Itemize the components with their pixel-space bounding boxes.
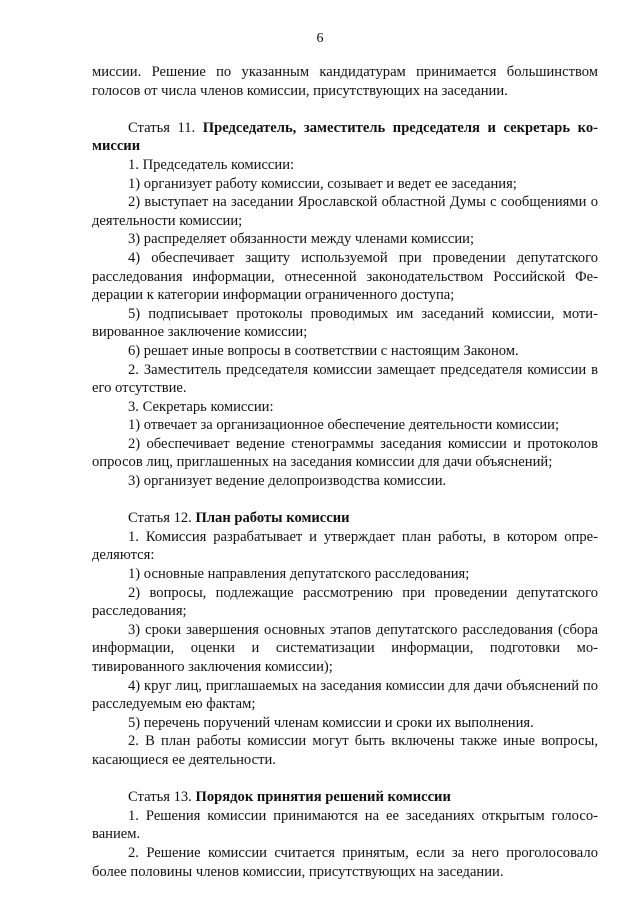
- article-13-paragraph: 1. Решения комиссии принимаются на ее заседаниях открытым голосованием.: [92, 807, 598, 843]
- article-12-paragraph: 5) перечень поручений членам комиссии и сроки их выполнения.: [128, 714, 534, 731]
- article-12-prefix: Статья 12.: [128, 510, 192, 527]
- article-12-paragraph: 2. В план работы комиссии могут быть включены также иные вопросы, касающиеся ее деятельности.: [92, 733, 598, 768]
- page-number: 6: [316, 31, 324, 46]
- article-11-paragraph: 5) подписывает протоколы проводимых им заседаний комиссии, мотивированное заключение комиссии;: [92, 305, 598, 341]
- article-13-paragraph: 2. Решение комиссии считается принятым, если за него проголосовало более половины членов комиссии, присутствующих на заседании.: [92, 844, 598, 880]
- article-11-paragraph: 6) решает иные вопросы в соответствии с настоящим Законом.: [128, 342, 519, 359]
- article-13-prefix: Статья 13.: [128, 789, 192, 806]
- article-12-paragraph: 1. Комиссия разрабатывает и утверждает план работы, в котором определяются:: [92, 528, 598, 564]
- article-11-paragraph: 1. Председатель комиссии:: [128, 156, 295, 173]
- article-13-heading: [92, 788, 598, 807]
- article-12-heading: [92, 509, 598, 528]
- document-body: [92, 63, 598, 881]
- article-11-paragraph: 1) организует работу комиссии, созывает и ведет ее заседания;: [128, 175, 517, 192]
- article-11-paragraph: 2. Заместитель председателя комиссии замещает председателя комиссии в его отсутствие.: [92, 361, 598, 397]
- article-12-paragraph: 2) вопросы, подлежащие рассмотрению при проведении депутатского расследования;: [92, 584, 598, 620]
- article-11-paragraph: 1) отвечает за организационное обеспечение деятельности комиссии;: [128, 417, 560, 434]
- intro-continuation: миссии. Решение по указанным кандидатурам принимается большинством голосов от числа членов комиссии, присутствующих на заседании.: [92, 64, 598, 99]
- article-11-paragraph: 2) обеспечивает ведение стенограммы заседания комиссии и протоколов опросов лиц, приглашенных на заседания комиссии для дачи объяснений;: [92, 435, 598, 471]
- article-11-heading: [92, 119, 598, 156]
- article-13-title: Порядок принятия решений комиссии: [195, 789, 451, 806]
- article-11-paragraph: 2) выступает на заседании Ярославской областной Думы с сообщениями о деятельности комиссии;: [92, 194, 598, 229]
- article-11-prefix: Статья 11.: [128, 119, 196, 136]
- article-12-paragraph: 3) сроки завершения основных этапов депутатского расследования (сбора информации, оценки и систематизации информации, подготовки мотивированного заключения комиссии);: [92, 621, 598, 675]
- article-11-paragraph: 4) обеспечивает защиту используемой при проведении депутатского расследования информации, отнесенной законодательством Российской Федерации к категории информации ограниченного доступа;: [92, 249, 598, 304]
- article-12-paragraph: 1) основные направления депутатского расследования;: [128, 566, 470, 583]
- article-12-title: План работы комиссии: [195, 510, 350, 527]
- article-11-title: Председатель, заместитель председателя и секретарь комиссии: [92, 119, 598, 155]
- article-11-paragraph: 3) распределяет обязанности между членами комиссии;: [128, 231, 475, 248]
- article-12-paragraph: 4) круг лиц, приглашаемых на заседания комиссии для дачи объяснений по расследуемым ею фактам;: [92, 677, 598, 713]
- article-11-paragraph: 3) организует ведение делопроизводства комиссии.: [128, 473, 447, 490]
- article-11-paragraph: 3. Секретарь комиссии:: [128, 398, 274, 415]
